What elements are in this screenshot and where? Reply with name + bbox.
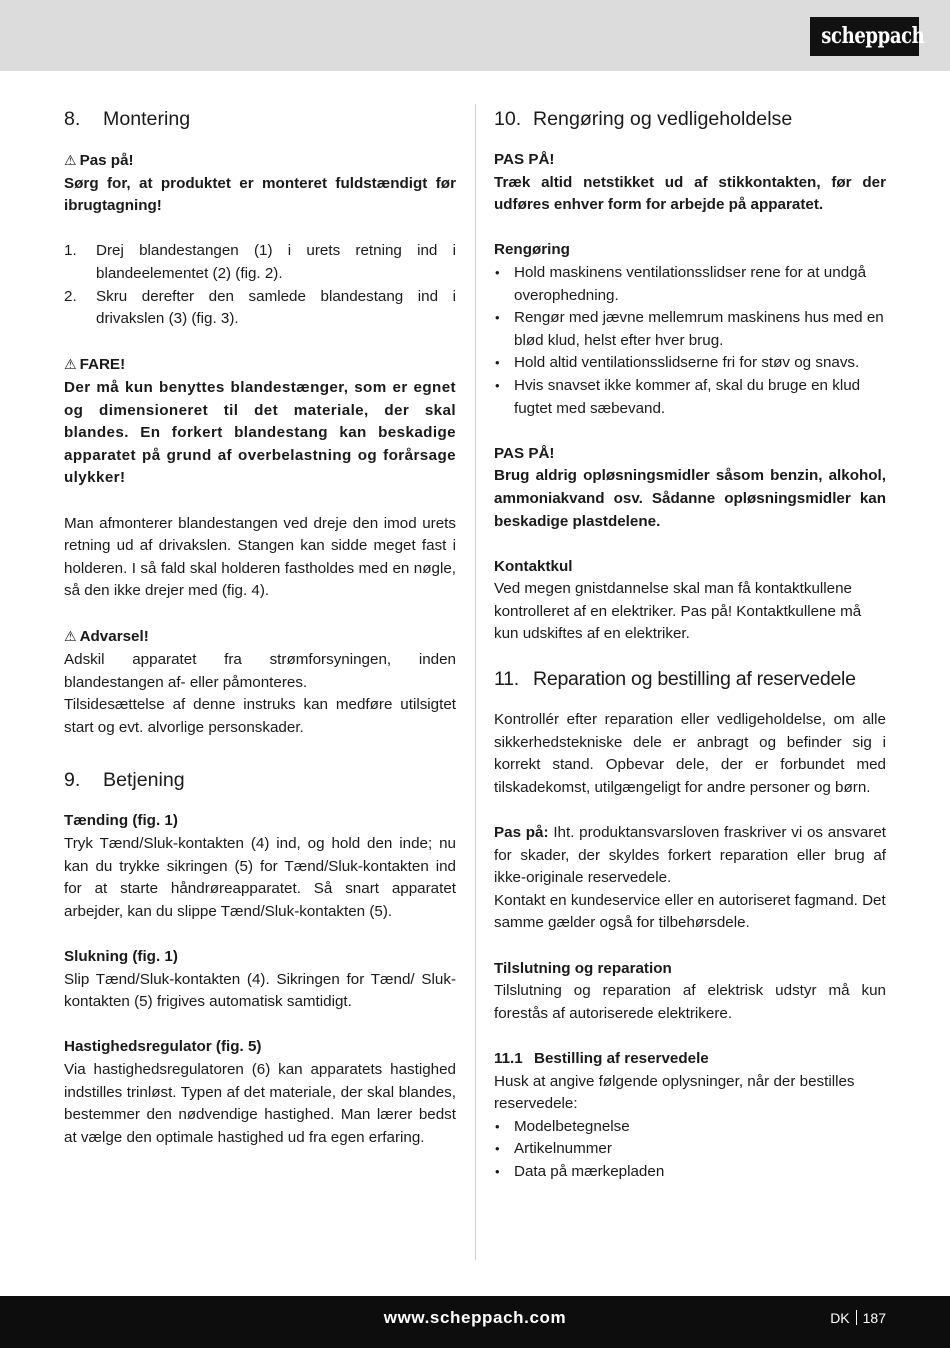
speed-heading: Hastighedsregulator (fig. 5)	[64, 1038, 262, 1056]
warning-text: Adskil apparatet fra strømforsyningen, inden blandestangen af- eller påmonteres.	[64, 651, 456, 691]
dismount-text: Man afmonterer blandestangen ved dreje den imod urets retning ud af drivakslen. Stangen kan sidde meget fast i holderen. I så fald skal holderen fastholdes med en nøgle, så den ikke drejer med (fig. 4).	[64, 514, 456, 600]
repair-intro-text: Kontrollér efter reparation eller vedligeholdelse, om alle sikkerhedstekniske dele er anbragt og befinder sig i korrekt stand. Opbevar dele, der er forbundet med tilskadekomst, utilgængeligt for andre personer og børn.	[494, 711, 886, 796]
column-divider	[475, 104, 476, 1260]
list-item: • Modelbetegnelse	[495, 1117, 630, 1135]
switch-on-heading: Tænding (fig. 1)	[64, 812, 178, 830]
cleaning-heading: Rengøring	[494, 241, 570, 259]
list-item: • Rengør med jævne mellemrum maskinens hus med en blød klud, helst efter hver brug.	[495, 309, 884, 349]
warning-label: ⚠ Advarsel!	[64, 625, 456, 649]
section-9-heading: 9. Betjening	[64, 769, 185, 792]
assembly-steps	[64, 240, 456, 330]
connection-text: Tilslutning og reparation af elektrisk udstyr må kun forestås af autoriserede elektrikere.	[494, 982, 886, 1022]
page-header	[0, 0, 950, 71]
brand-logo: scheppach	[810, 17, 919, 56]
caution-label: ⚠ Pas på!	[64, 149, 456, 173]
list-item: 1. Drej blandestangen (1) i urets retning ind i blandeelementet (2) (fig. 2).	[64, 242, 456, 282]
liability-note: Pas på: Iht. produktansvarsloven fraskriver vi os ansvaret for skader, der skyldes forkert reparation eller brug af ikke-originale reservedele.	[494, 824, 886, 887]
left-column	[64, 104, 456, 1149]
list-item: 2. Skru derefter den samlede blandestang ind i drivakslen (3) (fig. 3).	[64, 287, 456, 328]
list-item: • Artikelnummer	[495, 1140, 612, 1158]
danger-label: ⚠ FARE!	[64, 353, 456, 377]
caution-text: Sørg for, at produktet er monteret fuldstændigt før ibrugtagning!	[64, 174, 456, 215]
switch-on-text: Tryk Tænd/Sluk-kontakten (4) ind, og hold den inde; nu kan du trykke sikringen (5) for Tænd/Sluk-kontakten ind for at starte håndrøreapparatet. Så snart apparatet arbejder, kan du slippe Tænd/Sluk-kontakten (5).	[64, 835, 456, 920]
speed-text: Via hastighedsregulatoren (6) kan apparatets hastighed indstilles trinløst. Typen af det materiale, der skal blandes, bestemmer den nødvendige hastighed. Man lærer bedst at vælge den optimale hastighed ud fra egen erfaring.	[64, 1060, 456, 1146]
list-item: • Data på mærkepladen	[495, 1162, 665, 1180]
list-item: • Hvis snavset ikke kommer af, skal du bruge en klud fugtet med sæbevand.	[495, 376, 861, 417]
caution-label: PAS PÅ!	[494, 444, 555, 462]
list-item: • Hold altid ventilationsslidserne fri for støv og snavs.	[495, 354, 860, 372]
warning-triangle-icon: ⚠	[64, 628, 77, 645]
section-10-heading: 10. Rengøring og vedligeholdelse	[494, 108, 793, 130]
warning-triangle-icon: ⚠	[64, 356, 77, 373]
right-column	[494, 104, 886, 1184]
warning-triangle-icon: ⚠	[64, 152, 77, 168]
solvent-warning-text: Brug aldrig opløsningsmidler såsom benzin, alkohol, ammoniakvand osv. Sådanne opløsningsmidler kan beskadige plastdelene.	[494, 467, 886, 530]
website-url: www.scheppach.com	[383, 1308, 567, 1327]
list-item: • Hold maskinens ventilationsslidser rene for at undgå overophedning.	[495, 263, 867, 304]
order-info-list	[494, 1116, 886, 1184]
section-11-heading: 11. Reparation og bestilling af reservedele	[494, 668, 856, 691]
section-8-heading: 8. Montering	[64, 108, 191, 130]
page-number: DK 187	[830, 1310, 886, 1326]
contact-text: Kontakt en kundeservice eller en autoriseret fagmand. Det samme gælder også for tilbehørsdele.	[494, 891, 886, 932]
danger-text: Der må kun benyttes blandestænger, som er egnet og dimensioneret til det materiale, der skal blandes. En forkert blandestang kan beskadige apparatet på grund af overbelastning og forårsage ulykker!	[64, 378, 456, 487]
connection-heading: Tilslutning og reparation	[494, 959, 672, 977]
caution-text: Træk altid netstikket ud af stikkontakten, før der udføres enhver form for arbejde på apparatet.	[494, 173, 886, 214]
switch-off-text: Slip Tænd/Sluk-kontakten (4). Sikringen for Tænd/ Sluk-kontakten (5) frigives automatisk samtidigt.	[64, 970, 456, 1011]
cleaning-list	[494, 262, 886, 420]
page-footer	[0, 1296, 950, 1348]
order-text: Husk at angive følgende oplysninger, når der bestilles reservedele:	[494, 1072, 855, 1113]
caution-label: PAS PÅ!	[494, 151, 555, 168]
carbon-brush-heading: Kontaktkul	[494, 557, 573, 575]
carbon-brush-text: Ved megen gnistdannelse skal man få kontaktkullene kontrolleret af en elektriker. Pas på! Kontaktkullene må kun udskiftes af en elektriker.	[494, 580, 862, 643]
switch-off-heading: Slukning (fig. 1)	[64, 948, 178, 965]
subsection-11-1-heading: 11.1 Bestilling af reservedele	[494, 1049, 709, 1067]
warning-text: Tilsidesættelse af denne instruks kan medføre utilsigtet start og evt. alvorlige personskader.	[64, 696, 456, 736]
